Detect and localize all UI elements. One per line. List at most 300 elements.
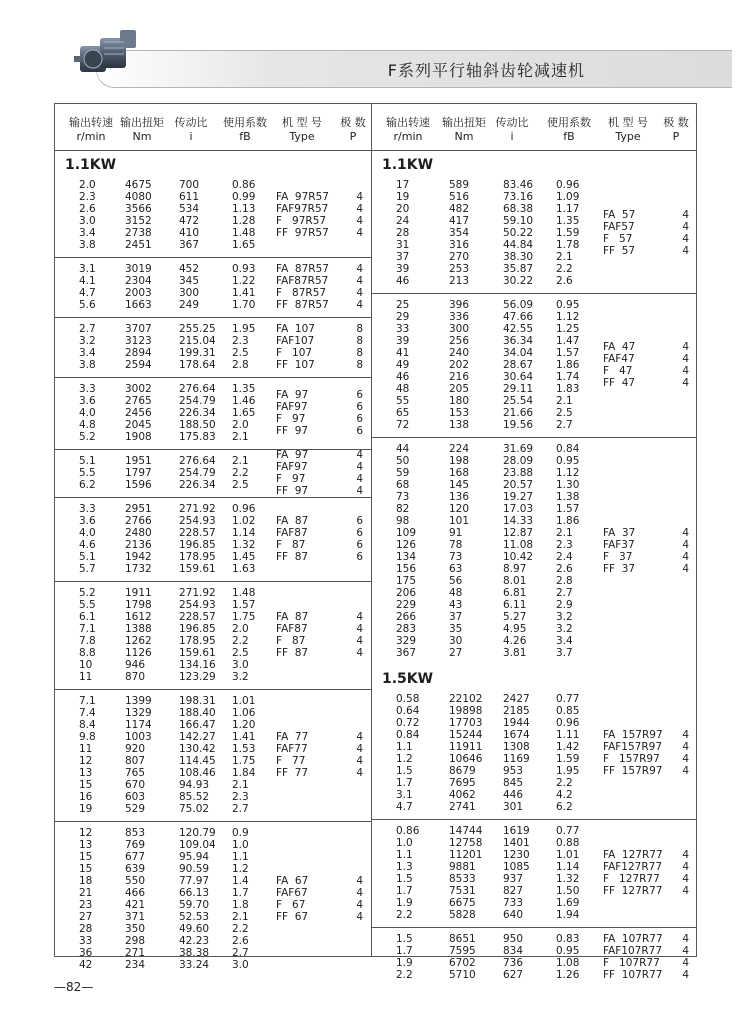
- pole-count: 4: [356, 227, 363, 239]
- pole-count: 4: [682, 885, 689, 897]
- spec-group: [55, 689, 371, 822]
- cell-sf: 1.48: [232, 227, 256, 239]
- cell-speed: 73: [396, 491, 410, 503]
- cell-torque: 145: [449, 479, 470, 491]
- cell-torque: 37: [449, 611, 463, 623]
- cell-ratio: 50.22: [503, 227, 534, 239]
- model-type: FA 87: [276, 515, 309, 527]
- cell-sf: 2.1: [556, 395, 573, 407]
- cell-speed: 5.2: [79, 431, 96, 443]
- cell-sf: 1.30: [556, 479, 580, 491]
- cell-ratio: 8.97: [503, 563, 527, 575]
- pole-count: 4: [356, 899, 363, 911]
- cell-torque: 807: [125, 755, 146, 767]
- model-type: F 87R57: [276, 287, 327, 299]
- spec-group: [372, 687, 696, 820]
- cell-speed: 109: [396, 527, 417, 539]
- cell-speed: 68: [396, 479, 410, 491]
- pole-count: 4: [682, 873, 689, 885]
- cell-speed: 206: [396, 587, 417, 599]
- cell-speed: 10: [79, 659, 93, 671]
- cell-sf: 2.7: [556, 587, 573, 599]
- pole-count: 4: [682, 969, 689, 981]
- cell-speed: 98: [396, 515, 410, 527]
- model-type: F 157R97: [603, 753, 660, 765]
- cell-torque: 336: [449, 311, 470, 323]
- model-type: FF 87: [276, 551, 309, 563]
- cell-speed: 49: [396, 359, 410, 371]
- column-header-type: Type: [289, 130, 315, 143]
- cell-ratio: 30.64: [503, 371, 534, 383]
- cell-torque: 421: [125, 899, 146, 911]
- cell-speed: 126: [396, 539, 417, 551]
- cell-torque: 30: [449, 635, 463, 647]
- cell-torque: 19898: [449, 705, 483, 717]
- cell-speed: 2.2: [396, 969, 413, 981]
- page-header: [0, 0, 750, 95]
- cell-sf: 1.09: [556, 191, 580, 203]
- cell-speed: 12: [79, 755, 93, 767]
- cell-torque: 78: [449, 539, 463, 551]
- cell-torque: 198: [449, 455, 470, 467]
- cell-speed: 25: [396, 299, 410, 311]
- cell-speed: 15: [79, 851, 93, 863]
- pole-count: 6: [356, 515, 363, 527]
- gear-motor-icon: [74, 28, 142, 82]
- cell-torque: 234: [125, 959, 146, 971]
- pole-count: 4: [682, 221, 689, 233]
- cell-torque: 350: [125, 923, 146, 935]
- cell-sf: 2.1: [556, 527, 573, 539]
- pole-count: 4: [356, 287, 363, 299]
- cell-sf: 1.95: [556, 765, 580, 777]
- cell-speed: 16: [79, 791, 93, 803]
- cell-speed: 11: [79, 671, 93, 683]
- cell-ratio: 19.56: [503, 419, 534, 431]
- model-type: FAF107R77: [603, 945, 662, 957]
- page-title: F系列平行轴斜齿轮减速机: [387, 61, 585, 80]
- cell-sf: 1.45: [232, 551, 256, 563]
- power-rating-label: 1.5KW: [382, 671, 434, 687]
- cell-torque: 120: [449, 503, 470, 515]
- cell-ratio: 17.03: [503, 503, 534, 515]
- pole-count: 4: [682, 563, 689, 575]
- cell-sf: 1.57: [232, 599, 256, 611]
- cell-ratio: 14.33: [503, 515, 534, 527]
- cell-speed: 3.0: [79, 215, 96, 227]
- cell-ratio: 834: [503, 945, 524, 957]
- cell-sf: 1.26: [556, 969, 580, 981]
- column-header-ratio: i: [510, 130, 514, 143]
- cell-speed: 18: [79, 875, 93, 887]
- cell-speed: 7.4: [79, 707, 96, 719]
- model-type: F 37: [603, 551, 633, 563]
- pole-count: 4: [356, 731, 363, 743]
- cell-sf: 1.14: [556, 861, 580, 873]
- cell-torque: 73: [449, 551, 463, 563]
- cell-sf: 2.0: [232, 623, 249, 635]
- cell-torque: 22102: [449, 693, 483, 705]
- cell-torque: 216: [449, 371, 470, 383]
- model-type: FAF87: [276, 623, 308, 635]
- cell-torque: 1732: [125, 563, 152, 575]
- cell-speed: 1.9: [396, 957, 413, 969]
- cell-speed: 367: [396, 647, 417, 659]
- cell-torque: 870: [125, 671, 146, 683]
- cell-ratio: 178.64: [179, 359, 216, 371]
- cell-ratio: 196.85: [179, 539, 216, 551]
- cell-ratio: 276.64: [179, 455, 216, 467]
- cell-torque: 1908: [125, 431, 152, 443]
- column-header-type: 机 型 号: [282, 116, 322, 129]
- cell-speed: 27: [79, 911, 93, 923]
- cell-ratio: 59.10: [503, 215, 534, 227]
- cell-ratio: 410: [179, 227, 200, 239]
- cell-speed: 28: [79, 923, 93, 935]
- cell-torque: 2003: [125, 287, 152, 299]
- cell-sf: 1.86: [556, 515, 580, 527]
- cell-ratio: 47.66: [503, 311, 534, 323]
- cell-torque: 253: [449, 263, 470, 275]
- cell-sf: 2.6: [556, 275, 573, 287]
- cell-ratio: 23.88: [503, 467, 534, 479]
- cell-ratio: 28.67: [503, 359, 534, 371]
- cell-ratio: 5.27: [503, 611, 527, 623]
- cell-speed: 0.86: [396, 825, 420, 837]
- model-type: F 57: [603, 233, 633, 245]
- cell-torque: 180: [449, 395, 470, 407]
- cell-sf: 1.25: [556, 323, 580, 335]
- cell-sf: 1.35: [232, 383, 256, 395]
- cell-ratio: 142.27: [179, 731, 216, 743]
- cell-sf: 2.5: [232, 347, 249, 359]
- cell-torque: 5828: [449, 909, 476, 921]
- cell-speed: 3.4: [79, 227, 96, 239]
- cell-speed: 3.2: [79, 335, 96, 347]
- cell-ratio: 11.08: [503, 539, 534, 551]
- cell-speed: 29: [396, 311, 410, 323]
- cell-torque: 4080: [125, 191, 152, 203]
- cell-torque: 17703: [449, 717, 483, 729]
- cell-speed: 4.7: [79, 287, 96, 299]
- cell-ratio: 1401: [503, 837, 530, 849]
- column-header-poles: 极 数: [663, 116, 689, 129]
- cell-speed: 1.0: [396, 837, 413, 849]
- model-type: FAF87R57: [276, 275, 329, 287]
- cell-speed: 36: [79, 947, 93, 959]
- cell-sf: 1.8: [232, 899, 249, 911]
- pole-count: 6: [356, 425, 363, 437]
- cell-ratio: 249: [179, 299, 200, 311]
- power-rating-label: 1.1KW: [65, 157, 117, 173]
- cell-sf: 2.7: [556, 419, 573, 431]
- cell-sf: 1.75: [232, 611, 256, 623]
- cell-ratio: 367: [179, 239, 200, 251]
- cell-speed: 229: [396, 599, 417, 611]
- cell-sf: 1.2: [232, 863, 249, 875]
- model-type: FA 67: [276, 875, 309, 887]
- cell-sf: 1.70: [232, 299, 256, 311]
- cell-speed: 1.3: [396, 861, 413, 873]
- cell-speed: 7.8: [79, 635, 96, 647]
- model-type: FAF37: [603, 539, 635, 551]
- pole-count: 4: [356, 263, 363, 275]
- pole-count: 4: [682, 377, 689, 389]
- cell-ratio: 1619: [503, 825, 530, 837]
- cell-sf: 6.2: [556, 801, 573, 813]
- cell-torque: 1797: [125, 467, 152, 479]
- cell-speed: 2.7: [79, 323, 96, 335]
- cell-sf: 2.3: [556, 539, 573, 551]
- cell-sf: 0.86: [232, 179, 256, 191]
- cell-torque: 2304: [125, 275, 152, 287]
- cell-ratio: 226.34: [179, 407, 216, 419]
- cell-ratio: 114.45: [179, 755, 216, 767]
- model-type: FA 37: [603, 527, 636, 539]
- cell-speed: 19: [396, 191, 410, 203]
- cell-torque: 6675: [449, 897, 476, 909]
- model-type: FAF97R57: [276, 203, 329, 215]
- model-type: FF 87R57: [276, 299, 329, 311]
- cell-torque: 1942: [125, 551, 152, 563]
- cell-torque: 1663: [125, 299, 152, 311]
- cell-sf: 1.12: [556, 467, 580, 479]
- cell-ratio: 6.81: [503, 587, 527, 599]
- cell-torque: 482: [449, 203, 470, 215]
- cell-torque: 7595: [449, 945, 476, 957]
- cell-ratio: 1674: [503, 729, 530, 741]
- cell-speed: 39: [396, 263, 410, 275]
- model-type: FF 77: [276, 767, 309, 779]
- cell-sf: 2.2: [232, 467, 249, 479]
- cell-torque: 639: [125, 863, 146, 875]
- cell-speed: 3.8: [79, 359, 96, 371]
- cell-ratio: 10.42: [503, 551, 534, 563]
- cell-torque: 2951: [125, 503, 152, 515]
- cell-torque: 14744: [449, 825, 483, 837]
- model-type: FAF127R77: [603, 861, 662, 873]
- pole-count: 6: [356, 551, 363, 563]
- cell-ratio: 611: [179, 191, 200, 203]
- cell-sf: 1.02: [232, 515, 256, 527]
- pole-count: 4: [356, 887, 363, 899]
- cell-ratio: 276.64: [179, 383, 216, 395]
- column-header-type: Type: [615, 130, 641, 143]
- cell-ratio: 8.01: [503, 575, 527, 587]
- cell-sf: 1.69: [556, 897, 580, 909]
- cell-ratio: 31.69: [503, 443, 534, 455]
- pole-count: 6: [356, 401, 363, 413]
- cell-sf: 1.53: [232, 743, 256, 755]
- cell-ratio: 175.83: [179, 431, 216, 443]
- cell-speed: 1.7: [396, 945, 413, 957]
- cell-torque: 920: [125, 743, 146, 755]
- column-header-poles: P: [672, 130, 680, 143]
- cell-speed: 44: [396, 443, 410, 455]
- cell-torque: 202: [449, 359, 470, 371]
- pole-count: 4: [682, 551, 689, 563]
- cell-ratio: 300: [179, 287, 200, 299]
- cell-sf: 3.2: [556, 611, 573, 623]
- spec-group: [55, 581, 371, 690]
- model-type: F 97: [276, 413, 306, 425]
- cell-sf: 1.12: [556, 311, 580, 323]
- cell-speed: 20: [396, 203, 410, 215]
- model-type: FF 157R97: [603, 765, 663, 777]
- cell-speed: 1.1: [396, 741, 413, 753]
- cell-sf: 0.96: [556, 717, 580, 729]
- cell-torque: 8533: [449, 873, 476, 885]
- cell-torque: 516: [449, 191, 470, 203]
- pole-count: 4: [682, 527, 689, 539]
- model-type: F 87: [276, 635, 306, 647]
- cell-sf: 1.4: [232, 875, 249, 887]
- cell-speed: 46: [396, 275, 410, 287]
- cell-ratio: 25.54: [503, 395, 534, 407]
- cell-torque: 48: [449, 587, 463, 599]
- cell-speed: 6.2: [79, 479, 96, 491]
- model-type: FA 87R57: [276, 263, 329, 275]
- cell-speed: 41: [396, 347, 410, 359]
- cell-torque: 2045: [125, 419, 152, 431]
- model-type: FF 97: [276, 485, 309, 497]
- cell-torque: 3152: [125, 215, 152, 227]
- cell-speed: 24: [396, 215, 410, 227]
- cell-torque: 153: [449, 407, 470, 419]
- model-type: FAF47: [603, 353, 635, 365]
- cell-torque: 316: [449, 239, 470, 251]
- cell-speed: 4.7: [396, 801, 413, 813]
- cell-torque: 91: [449, 527, 463, 539]
- pole-count: 4: [682, 753, 689, 765]
- cell-speed: 4.8: [79, 419, 96, 431]
- cell-torque: 603: [125, 791, 146, 803]
- cell-ratio: 21.66: [503, 407, 534, 419]
- cell-torque: 2766: [125, 515, 152, 527]
- model-type: F 107: [276, 347, 313, 359]
- cell-ratio: 59.70: [179, 899, 210, 911]
- cell-speed: 283: [396, 623, 417, 635]
- pole-count: 4: [356, 449, 363, 461]
- cell-speed: 59: [396, 467, 410, 479]
- pole-count: 6: [356, 389, 363, 401]
- cell-ratio: 49.60: [179, 923, 210, 935]
- column-header-torque: Nm: [132, 130, 152, 143]
- cell-speed: 156: [396, 563, 417, 575]
- cell-ratio: 12.87: [503, 527, 534, 539]
- cell-speed: 31: [396, 239, 410, 251]
- cell-sf: 1.17: [556, 203, 580, 215]
- cell-sf: 1.13: [232, 203, 256, 215]
- cell-torque: 4675: [125, 179, 152, 191]
- cell-speed: 5.1: [79, 551, 96, 563]
- pole-count: 4: [356, 635, 363, 647]
- cell-speed: 1.7: [396, 777, 413, 789]
- pole-count: 4: [356, 875, 363, 887]
- cell-sf: 0.96: [232, 503, 256, 515]
- cell-speed: 2.2: [396, 909, 413, 921]
- pole-count: 4: [356, 485, 363, 497]
- cell-torque: 2738: [125, 227, 152, 239]
- column-header-torque: 输出扭矩: [442, 116, 486, 129]
- cell-torque: 11201: [449, 849, 483, 861]
- cell-speed: 33: [79, 935, 93, 947]
- cell-ratio: 77.97: [179, 875, 210, 887]
- cell-sf: 2.7: [232, 803, 249, 815]
- cell-sf: 1.42: [556, 741, 580, 753]
- cell-torque: 769: [125, 839, 146, 851]
- cell-ratio: 271.92: [179, 587, 216, 599]
- spec-group: [55, 497, 371, 582]
- pole-count: 4: [356, 215, 363, 227]
- cell-sf: 1.32: [232, 539, 256, 551]
- right-column-header: [372, 104, 696, 151]
- column-header-sf: 使用系数: [223, 116, 267, 129]
- cell-torque: 2451: [125, 239, 152, 251]
- model-type: FAF87: [276, 527, 308, 539]
- cell-ratio: 123.29: [179, 671, 216, 683]
- cell-sf: 2.3: [232, 791, 249, 803]
- cell-ratio: 199.31: [179, 347, 216, 359]
- cell-ratio: 6.11: [503, 599, 527, 611]
- cell-torque: 213: [449, 275, 470, 287]
- cell-sf: 1.7: [232, 887, 249, 899]
- model-type: FA 77: [276, 731, 309, 743]
- model-type: F 97R57: [276, 215, 327, 227]
- pole-count: 6: [356, 527, 363, 539]
- cell-torque: 1329: [125, 707, 152, 719]
- cell-speed: 8.4: [79, 719, 96, 731]
- spec-group: [55, 317, 371, 378]
- cell-ratio: 35.87: [503, 263, 534, 275]
- cell-sf: 2.8: [556, 575, 573, 587]
- cell-torque: 1388: [125, 623, 152, 635]
- cell-torque: 2765: [125, 395, 152, 407]
- cell-sf: 1.57: [556, 347, 580, 359]
- cell-ratio: 52.53: [179, 911, 210, 923]
- cell-torque: 43: [449, 599, 463, 611]
- cell-sf: 1.11: [556, 729, 580, 741]
- model-type: FA 107R77: [603, 933, 663, 945]
- cell-sf: 1.41: [232, 731, 256, 743]
- pole-count: 4: [356, 623, 363, 635]
- cell-speed: 37: [396, 251, 410, 263]
- cell-torque: 3566: [125, 203, 152, 215]
- cell-ratio: 255.25: [179, 323, 216, 335]
- model-type: FF 107R77: [603, 969, 663, 981]
- cell-speed: 2.3: [79, 191, 96, 203]
- cell-ratio: 2185: [503, 705, 530, 717]
- cell-torque: 2136: [125, 539, 152, 551]
- column-header-poles: 极 数: [340, 116, 366, 129]
- cell-sf: 0.96: [556, 179, 580, 191]
- pole-count: 4: [682, 729, 689, 741]
- cell-ratio: 827: [503, 885, 524, 897]
- model-type: FAF77: [276, 743, 308, 755]
- column-header-speed: 输出转速: [69, 116, 113, 129]
- cell-sf: 1.20: [232, 719, 256, 731]
- cell-torque: 205: [449, 383, 470, 395]
- cell-sf: 2.2: [232, 635, 249, 647]
- pole-count: 4: [682, 365, 689, 377]
- cell-speed: 3.3: [79, 503, 96, 515]
- model-type: FF 47: [603, 377, 636, 389]
- cell-torque: 3019: [125, 263, 152, 275]
- cell-speed: 6.1: [79, 611, 96, 623]
- model-type: FA 97R57: [276, 191, 329, 203]
- cell-speed: 175: [396, 575, 417, 587]
- cell-sf: 3.2: [556, 623, 573, 635]
